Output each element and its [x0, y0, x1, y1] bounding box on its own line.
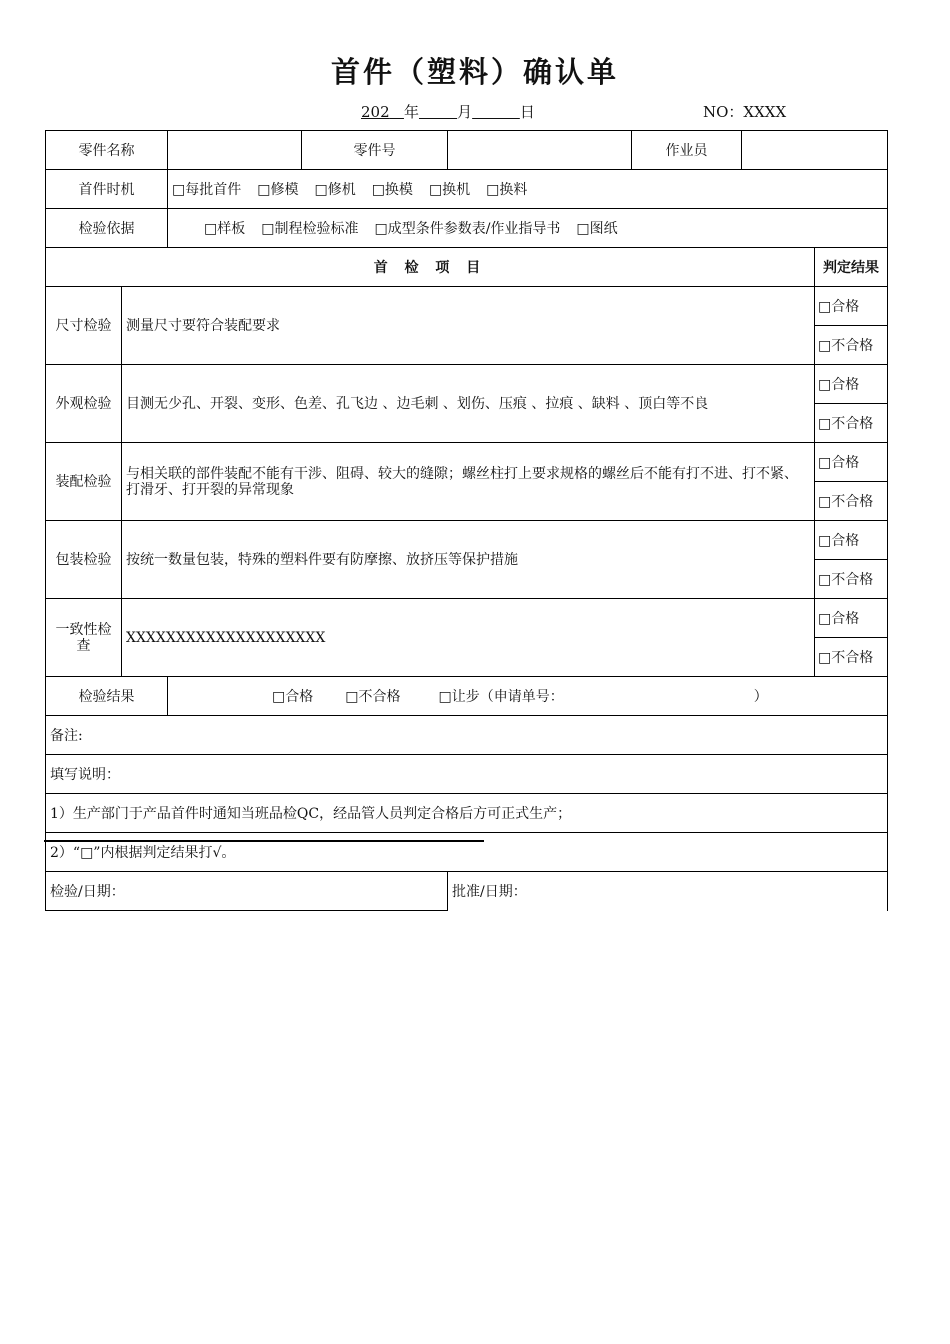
page-title: 首件（塑料）确认单 — [330, 55, 619, 89]
remarks-row — [46, 716, 888, 755]
remarks-label[interactable]: 备注: — [46, 716, 888, 755]
date-field[interactable] — [361, 101, 535, 122]
inspect-signature[interactable]: 检验/日期： — [46, 872, 448, 911]
fail-checkbox[interactable]: □不合格 — [815, 326, 888, 365]
timing-row — [46, 170, 888, 209]
item-category: 包装检验 — [46, 521, 122, 599]
inspection-result-options — [168, 677, 888, 716]
basis-option[interactable]: □制程检验标准 — [261, 221, 359, 237]
header-row — [46, 131, 888, 170]
pass-checkbox[interactable]: □合格 — [815, 287, 888, 326]
timing-label: 首件时机 — [46, 170, 168, 209]
result-header: 判定结果 — [815, 248, 888, 287]
item-category: 一致性检查 — [46, 599, 122, 677]
fail-checkbox[interactable]: □不合格 — [815, 638, 888, 677]
part-no-label: 零件号 — [302, 131, 448, 170]
basis-option[interactable]: □样板 — [204, 221, 246, 237]
item-category: 尺寸检验 — [46, 287, 122, 365]
item-description: 测量尺寸要符合装配要求 — [122, 287, 815, 365]
result-pass-checkbox[interactable]: □合格 — [272, 689, 314, 705]
item-row — [46, 599, 888, 638]
pass-checkbox[interactable]: □合格 — [815, 443, 888, 482]
item-description: 与相关联的部件装配不能有干涉、阻碍、较大的缝隙；螺丝柱打上要求规格的螺丝后不能有打不进、打不紧、打滑牙、打开裂的异常现象 — [122, 443, 815, 521]
instructions-row — [46, 755, 888, 794]
item-row — [46, 365, 888, 404]
inspection-result-label: 检验结果 — [46, 677, 168, 716]
item-description: 按统一数量包装，特殊的塑料件要有防摩擦、放挤压等保护措施 — [122, 521, 815, 599]
basis-options — [168, 209, 888, 248]
basis-option[interactable]: □图纸 — [576, 221, 618, 237]
year-prefix: 202 — [361, 103, 390, 121]
items-header-row — [46, 248, 888, 287]
part-name-field[interactable] — [168, 131, 302, 170]
concession-close: ） — [753, 689, 768, 705]
pass-checkbox[interactable]: □合格 — [815, 521, 888, 560]
approve-signature[interactable]: 批准/日期： — [448, 872, 888, 911]
item-row — [46, 521, 888, 560]
basis-label: 检验依据 — [46, 209, 168, 248]
timing-option[interactable]: □修机 — [314, 182, 356, 198]
form-number: NO：XXXX — [703, 103, 787, 121]
day-label: 日 — [519, 103, 535, 121]
item-description: 目测无少孔、开裂、变形、色差、孔飞边 、边毛刺 、划伤、压痕 、拉痕 、缺料 、顶白等不良 — [122, 365, 815, 443]
timing-option[interactable]: □换料 — [486, 182, 528, 198]
pass-checkbox[interactable]: □合格 — [815, 365, 888, 404]
item-description: XXXXXXXXXXXXXXXXXXXX — [122, 599, 815, 677]
month-label: 月 — [457, 103, 473, 121]
timing-option[interactable]: □换机 — [428, 182, 471, 198]
signature-underline — [44, 840, 484, 842]
item-category: 外观检验 — [46, 365, 122, 443]
basis-row — [46, 209, 888, 248]
result-fail-checkbox[interactable]: □不合格 — [345, 689, 401, 705]
timing-options — [168, 170, 888, 209]
operator-label: 作业员 — [632, 131, 742, 170]
item-row — [46, 287, 888, 326]
inspection-result-row — [46, 677, 888, 716]
signature-row — [46, 872, 888, 911]
inspection-form — [45, 130, 888, 911]
timing-option[interactable]: □每批首件 — [172, 182, 242, 198]
instructions-label: 填写说明： — [46, 755, 888, 794]
instruction-line-1: 1）生产部门于产品首件时通知当班品检QC，经品管人员判定合格后方可正式生产； — [46, 794, 888, 833]
pass-checkbox[interactable]: □合格 — [815, 599, 888, 638]
timing-option[interactable]: □换模 — [371, 182, 413, 198]
year-label: 年 — [403, 103, 419, 121]
result-concession-checkbox[interactable]: □让步（申请单号： — [438, 689, 564, 705]
instruction-line-2: 2）“□”内根据判定结果打√。 — [46, 833, 888, 872]
items-header-title: 首 检 项 目 — [46, 248, 815, 287]
timing-option[interactable]: □修模 — [257, 182, 299, 198]
fail-checkbox[interactable]: □不合格 — [815, 404, 888, 443]
fail-checkbox[interactable]: □不合格 — [815, 560, 888, 599]
basis-option[interactable]: □成型条件参数表/作业指导书 — [374, 221, 561, 237]
operator-field[interactable] — [742, 131, 888, 170]
fail-checkbox[interactable]: □不合格 — [815, 482, 888, 521]
item-row — [46, 443, 888, 482]
item-category: 装配检验 — [46, 443, 122, 521]
part-name-label: 零件名称 — [46, 131, 168, 170]
part-no-field[interactable] — [448, 131, 632, 170]
